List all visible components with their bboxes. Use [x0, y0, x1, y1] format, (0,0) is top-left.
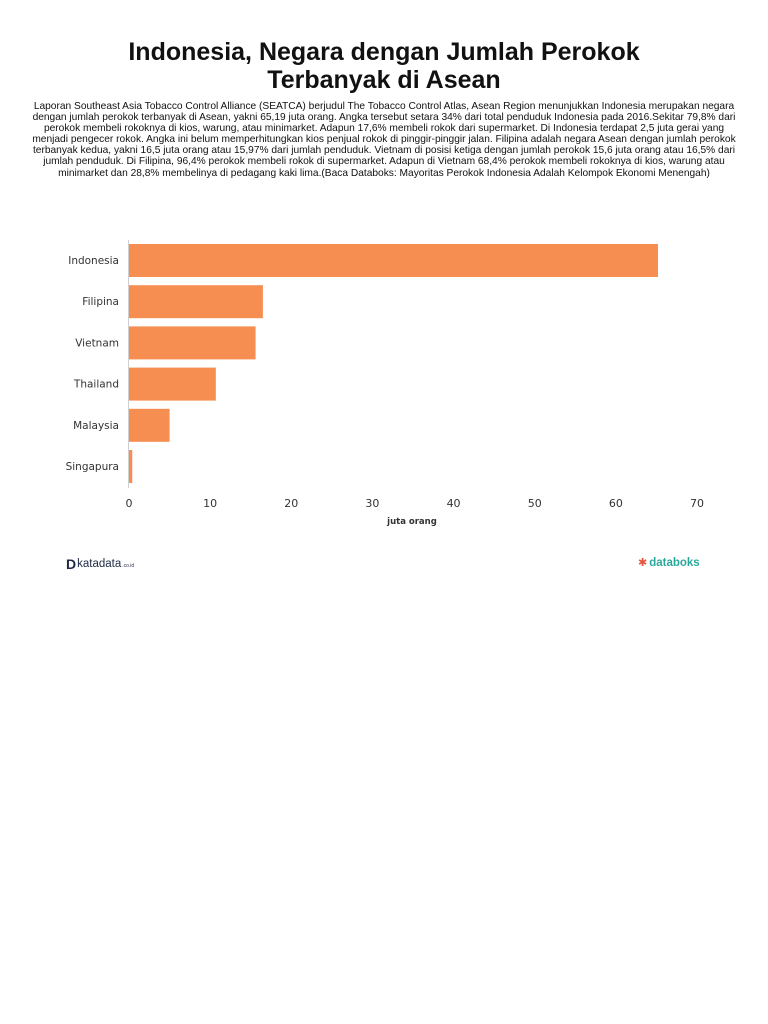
x-tick-label-0: 0 [125, 497, 133, 510]
x-tick-labels-group [126, 497, 705, 510]
bar-indonesia [129, 244, 658, 277]
x-tick-label-60: 60 [608, 497, 623, 510]
x-tick-label-40: 40 [446, 497, 461, 510]
databoks-logo-text: databoks [649, 556, 700, 569]
bars-group [129, 244, 658, 483]
bar-malaysia [129, 409, 170, 442]
category-labels-group [66, 255, 119, 473]
x-tick-label-30: 30 [365, 497, 380, 510]
databoks-logo [638, 556, 700, 569]
katadata-logo-domain: .co.id [122, 562, 135, 569]
x-axis-label: juta orang [387, 517, 437, 527]
katadata-logo-text: katadata [77, 558, 122, 570]
category-label-singapura: Singapura [65, 461, 119, 473]
databoks-logo-mark: ✱ [638, 557, 648, 569]
bar-singapura [129, 450, 132, 483]
category-label-vietnam: Vietnam [75, 337, 119, 350]
bar-vietnam [129, 326, 256, 359]
chart-title: Indonesia, Negara dengan Jumlah Perokok Terbanyak di Asean [128, 38, 640, 94]
chart-description: Laporan Southeast Asia Tobacco Control Alliance (SEATCA) berjudul The Tobacco Control Atlas, Asean Region menunjukkan Indonesia merupakan negara dengan jumlah perokok terbanyak di Asean, yakni 65,19 juta orang. Angka tersebut setara 34% dari total penduduk Indonesia pada 2016.Sekitar 79,8% dari perokok membeli rokoknya di kios, warung, atau minimarket. Adapun 17,6% membeli rokok dari supermarket. Di Indonesia terdapat 2,5 juta gerai yang menjadi pengecer rokok. Angka ini belum memperhitungkan kios penjual rokok di pinggir-pinggir jalan. Filipina adalah negara Asean dengan jumlah perokok terbanyak kedua, yakni 16,5 juta orang atau 15,97% dari jumlah penduduk. Vietnam di posisi ketiga dengan jumlah perokok 15,6 juta orang atau 16,5% dari jumlah penduduk. Di Filipina, 96,4% perokok membeli rokok di supermarket. Adapun di Vietnam 68,4% perokok membeli rokoknya di kios, warung atau minimarket dan 28,8% membelinya di pedagang kaki lima.(Baca Databoks: Mayoritas Perokok Indonesia Adalah Kelompok Ekonomi Menengah) [32, 101, 736, 179]
bar-thailand [129, 368, 216, 401]
x-tick-label-50: 50 [527, 497, 542, 510]
x-tick-label-70: 70 [690, 497, 704, 510]
bar-chart [30, 230, 720, 540]
bar-filipina [129, 285, 263, 318]
category-label-thailand: Thailand [73, 378, 119, 391]
x-tick-label-10: 10 [203, 497, 218, 510]
katadata-logo [66, 556, 134, 572]
katadata-logo-mark: D [66, 556, 77, 572]
category-label-malaysia: Malaysia [73, 419, 119, 432]
category-label-filipina: Filipina [82, 296, 119, 309]
category-label-indonesia: Indonesia [68, 255, 119, 267]
x-tick-label-20: 20 [284, 497, 299, 510]
